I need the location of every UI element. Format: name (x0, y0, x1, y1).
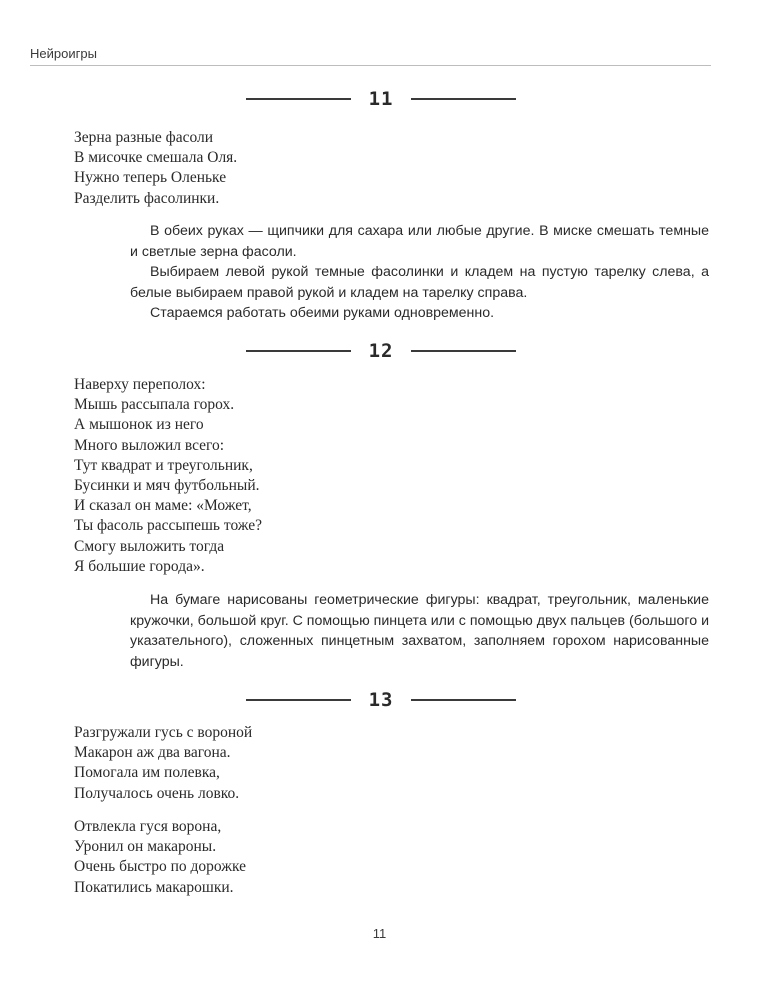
instruction-paragraph: На бумаге нарисованы геометрические фигуры: квадрат, треугольник, маленькие кружочки, большой круг. С помощью пинцета или с помощью двух пальцев (большого и указательного), сложенных пинцетным захватом, заполняем горохом нарисованные фигуры. (130, 592, 709, 670)
instruction-paragraph: Стараемся работать обеими руками одновременно. (150, 305, 495, 321)
running-title: Нейроигры (30, 46, 97, 61)
poem-13-stanza-1 (74, 723, 252, 804)
poem-line: Разделить фасолинки. (74, 189, 220, 207)
page-number: 11 (372, 926, 387, 941)
poem-12 (74, 375, 262, 577)
poem-line: Смогу выложить тогда (74, 537, 225, 555)
poem-line: Ты фасоль рассыпешь тоже? (74, 517, 263, 535)
poem-line: Отвлекла гуся ворона, (74, 818, 222, 835)
poem-line: Помогала им полевка, (74, 764, 220, 782)
poem-line: Очень быстро по дорожке (74, 858, 247, 876)
poem-line: Много выложил всего: (74, 436, 225, 454)
poem-line: Нужно теперь Оленьке (74, 169, 227, 187)
section-number: 11 (368, 88, 394, 110)
instruction-paragraph: В обеих руках — щипчики для сахара или любые другие. В миске смешать темные и светлые зерна фасоли. (130, 223, 709, 260)
poem-line: Мышь рассыпала горох. (74, 396, 235, 414)
poem-line: В мисочке смешала Оля. (74, 149, 238, 167)
poem-line: Наверху переполох: (74, 376, 206, 393)
poem-line: И сказал он маме: «Может, (74, 497, 252, 515)
section-number: 12 (368, 340, 394, 362)
section-rule-right (411, 98, 516, 100)
poem-line: Зерна разные фасоли (74, 129, 214, 146)
instructions-12 (130, 590, 709, 672)
poem-line: Я большие города». (74, 557, 205, 575)
poem-line: Уронил он макароны. (74, 838, 217, 856)
poem-line: Макарон аж два вагона. (74, 744, 231, 762)
poem-line: Покатились макарошки. (74, 878, 234, 896)
header-rule (30, 65, 711, 66)
instructions-11 (130, 221, 709, 324)
section-rule-left (246, 98, 351, 100)
poem-line: Разгружали гусь с вороной (74, 724, 253, 741)
poem-line: Бусинки и мяч футбольный. (74, 477, 260, 495)
poem-line: А мышонок из него (74, 416, 204, 434)
poem-line: Получалось очень ловко. (74, 784, 240, 802)
poem-line: Тут квадрат и треугольник, (74, 456, 253, 474)
section-number: 13 (368, 689, 394, 711)
section-header-11 (246, 89, 516, 109)
poem-13-stanza-2 (74, 817, 246, 898)
section-rule-right (411, 699, 516, 701)
section-header-13 (246, 690, 516, 710)
section-rule-left (246, 699, 351, 701)
section-header-12 (246, 341, 516, 361)
section-rule-left (246, 350, 351, 352)
instruction-paragraph: Выбираем левой рукой темные фасолинки и кладем на пустую тарелку слева, а белые выбираем правой рукой и кладем на тарелку справа. (130, 264, 709, 301)
section-rule-right (411, 350, 516, 352)
poem-11 (74, 128, 237, 209)
